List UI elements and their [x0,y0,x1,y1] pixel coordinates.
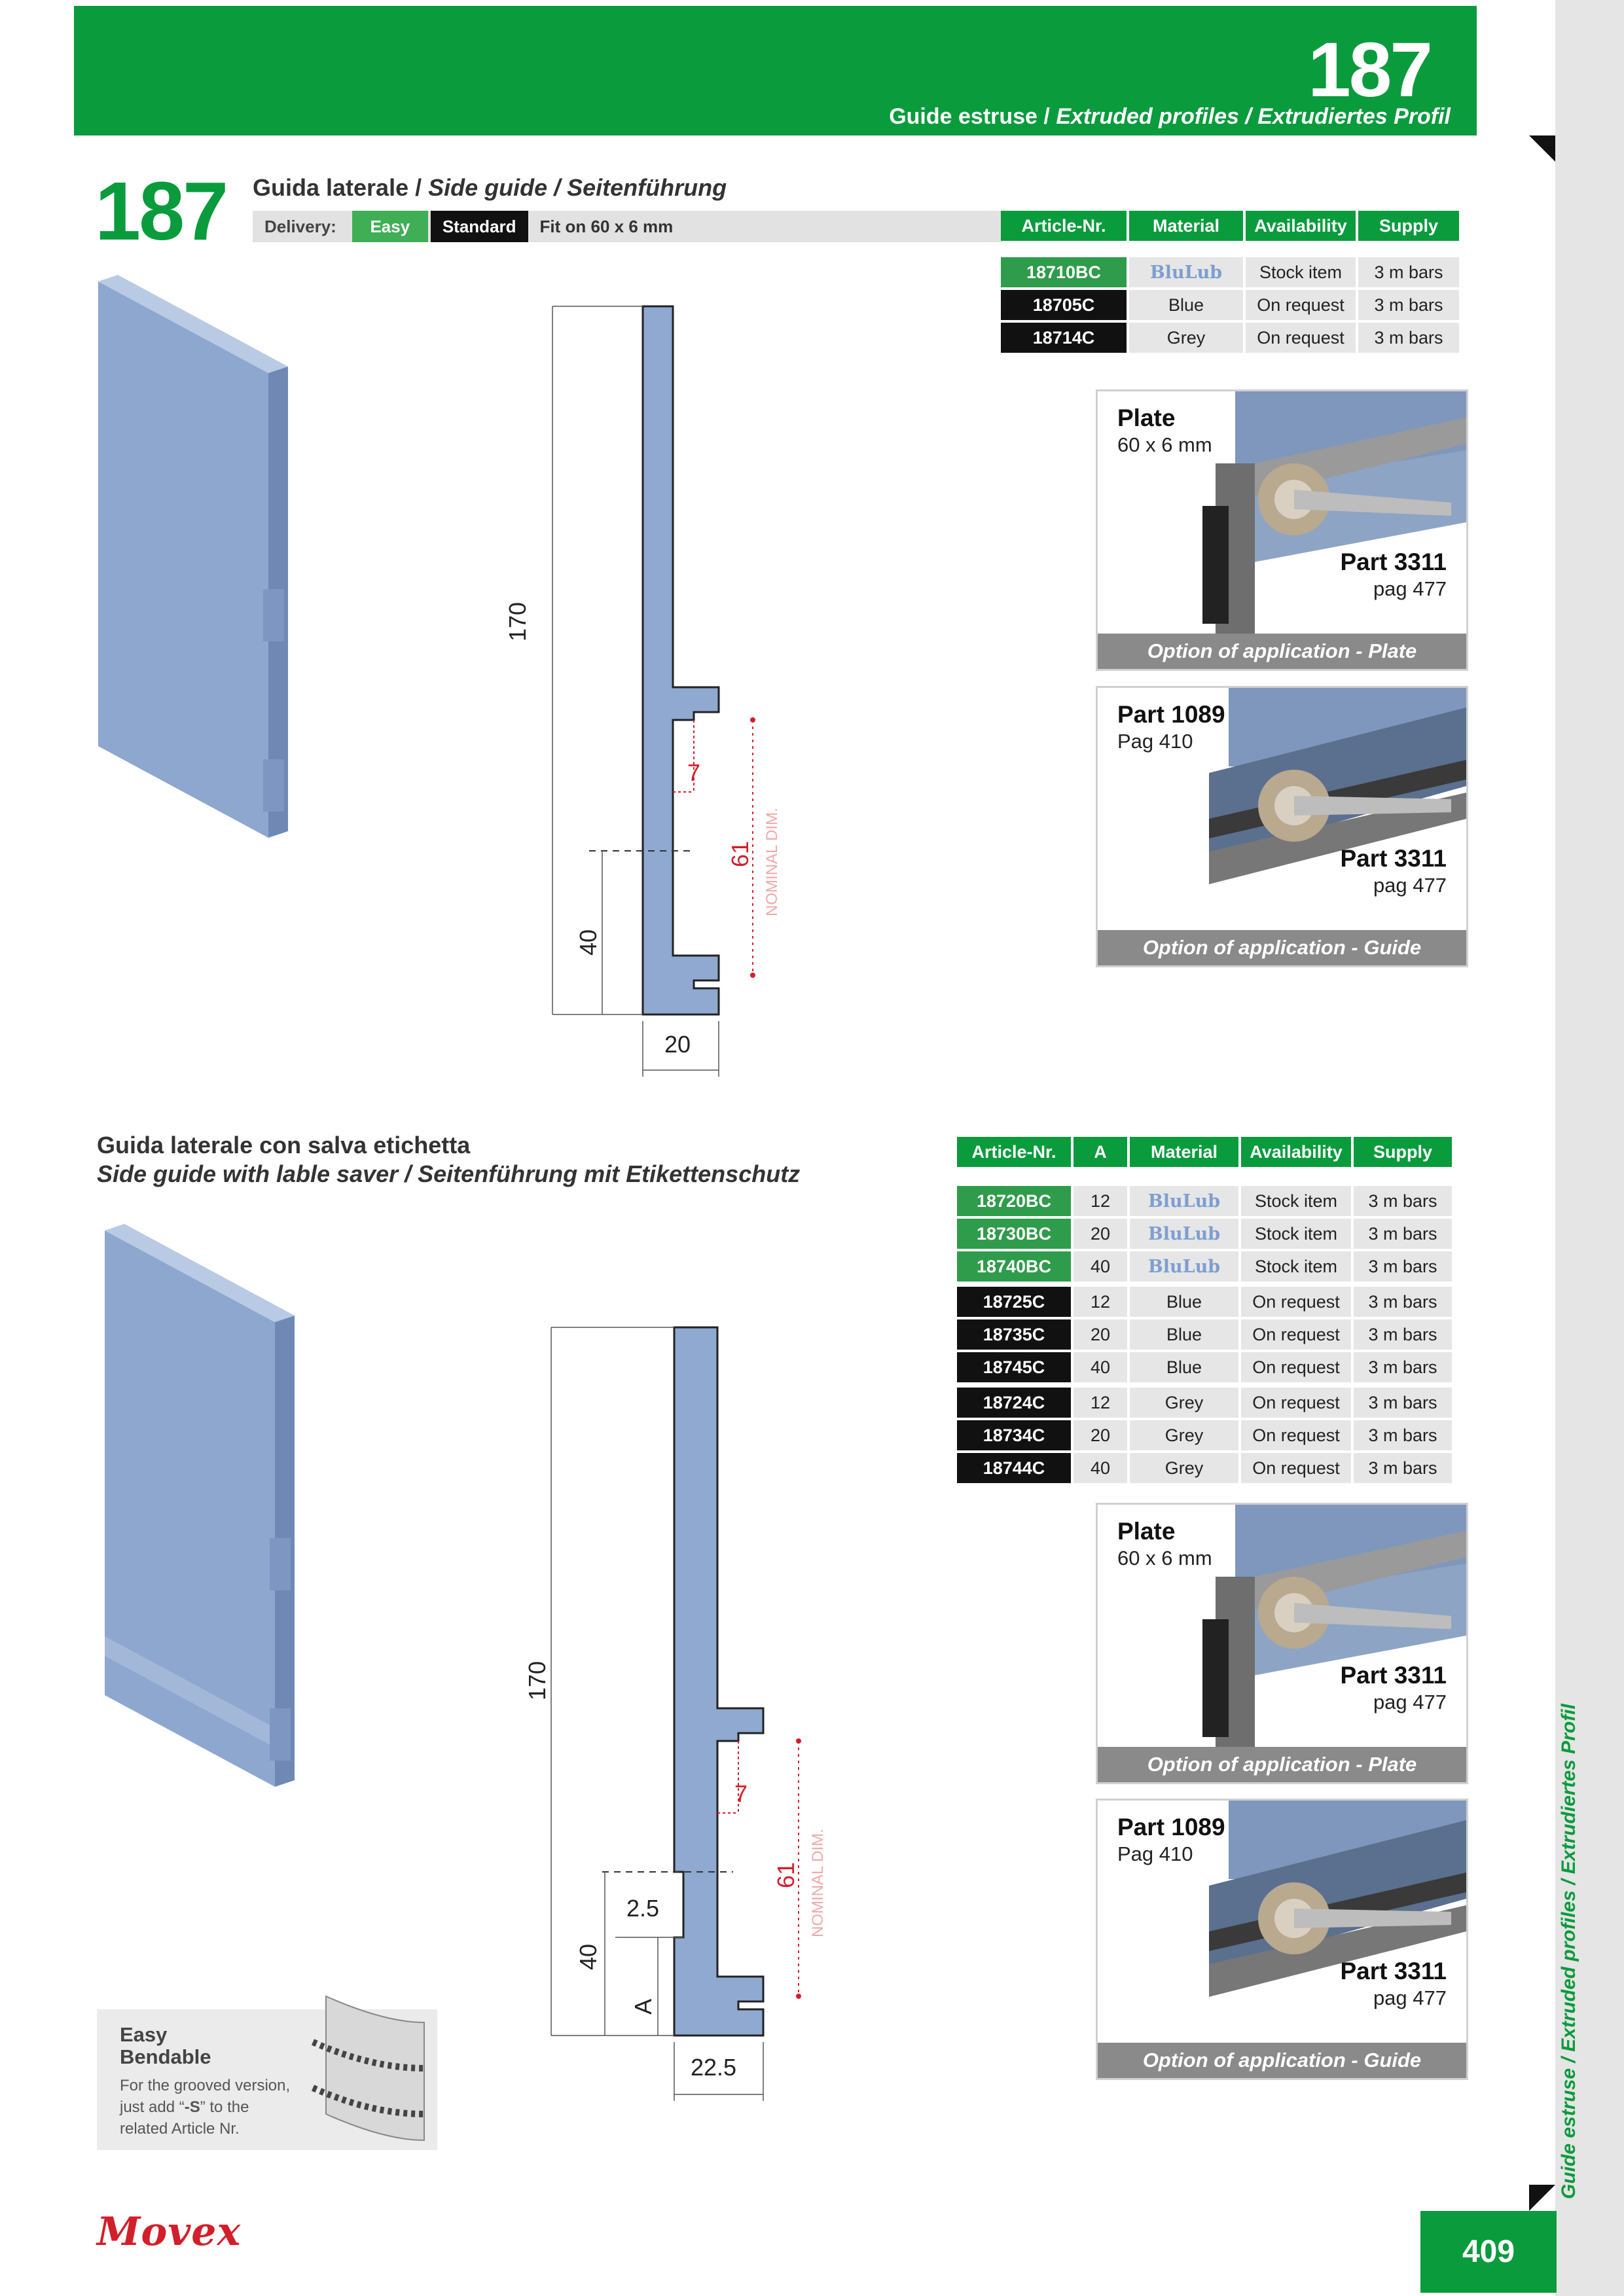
table-row [957,1420,1452,1450]
material-cell: Grey [1129,323,1243,353]
header-number: 187 [1308,27,1431,113]
section2-header-table [954,1134,1454,1170]
header-subtitle-it: Guide estruse / [889,104,1056,129]
supply-cell: 3 m bars [1358,323,1459,353]
section2-table-blue [954,1284,1454,1385]
article-nr: 18745C [957,1352,1071,1382]
easy-text-mid: ” to the [200,2098,249,2116]
availability-cell: On request [1241,1420,1351,1450]
table-row [957,1251,1452,1282]
delivery-bar [253,211,1002,242]
a-cell: 20 [1074,1219,1127,1249]
availability-cell: Stock item [1241,1219,1351,1249]
card-page: pag 477 [1373,1986,1447,2009]
availability-cell: On request [1246,290,1356,320]
table-row [1001,323,1459,353]
plate-photo [1098,1505,1466,1747]
material-cell: BluLub [1130,1186,1238,1216]
supply-cell: 3 m bars [1354,1186,1452,1216]
card-title: Plate [1117,1518,1176,1545]
section-number: 187 [95,165,227,257]
col-material: Material [1129,211,1243,241]
section1-title [253,174,727,202]
dim-40: 40 [575,929,602,956]
card-page: pag 477 [1373,1691,1447,1713]
table-row [957,1287,1452,1317]
table-row [957,1186,1452,1216]
dim-7: 7 [734,1780,748,1807]
dim-7: 7 [687,759,701,786]
side-vertical-text: Guide estruse / Extruded profiles / Extrudiertes Profil [1558,1704,1579,2199]
col-supply: Supply [1354,1137,1452,1167]
availability-cell: On request [1241,1287,1351,1317]
dim-2-5: 2.5 [626,1895,660,1922]
delivery-easy-badge: Easy [352,211,428,242]
article-nr: 18744C [957,1453,1071,1483]
card-title: Part 1089 [1117,701,1225,728]
card-subtitle: Pag 410 [1117,1842,1193,1865]
footer-corner-triangle [1529,2185,1555,2211]
profile-3d-render-1 [92,275,288,851]
card-caption: Option of application - Guide [1098,2043,1466,2078]
guide-photo [1098,688,1466,930]
easy-text-line1: For the grooved version, [120,2077,291,2094]
easy-text-line3: related Article Nr. [120,2120,240,2138]
card-part: Part 3311 [1340,845,1447,872]
supply-cell: 3 m bars [1354,1287,1452,1317]
plate-application-card-1 [1096,389,1468,671]
material-cell: Grey [1130,1388,1238,1418]
col-material: Material [1130,1137,1238,1167]
header-subtitle-rest: Extruded profiles / Extrudiertes Profil [1056,104,1451,129]
card-subtitle: 60 x 6 mm [1117,433,1212,456]
table-row [957,1388,1452,1418]
bendable-profile-illustration [300,1983,437,2147]
material-cell: BluLub [1130,1219,1238,1249]
profile-3d-render-2 [98,1224,295,1800]
a-cell: 12 [1074,1388,1127,1418]
easy-box-text [120,2075,290,2140]
section1-title-it: Guida laterale / [253,174,429,201]
availability-cell: Stock item [1246,257,1356,287]
material-cell: Grey [1130,1420,1238,1450]
profile-drawing-2 [511,1309,877,2108]
article-nr: 18705C [1001,290,1127,320]
supply-cell: 3 m bars [1354,1420,1452,1450]
movex-logo: Movex [97,2209,242,2255]
card-title: Part 1089 [1117,1814,1225,1840]
supply-cell: 3 m bars [1354,1219,1452,1249]
card-part: Part 3311 [1340,1958,1447,1984]
easy-text-suffix-code: -S [184,2098,200,2116]
a-cell: 40 [1074,1453,1127,1483]
supply-cell: 3 m bars [1358,290,1459,320]
card-subtitle: Pag 410 [1117,730,1193,753]
article-nr: 18730BC [957,1219,1071,1249]
easy-text-line2 [120,2096,290,2118]
availability-cell: On request [1241,1388,1351,1418]
guide-photo [1098,1801,1466,2043]
supply-cell: 3 m bars [1354,1251,1452,1282]
card-title: Plate [1117,404,1176,431]
plate-application-card-2 [1096,1503,1468,1784]
supply-cell: 3 m bars [1358,257,1459,287]
material-cell: Blue [1130,1352,1238,1382]
table-row [1001,257,1459,287]
section2-title-en: Side guide with lable saver / Seitenführung mit Etikettenschutz [97,1160,801,1187]
a-cell: 20 [1074,1420,1127,1450]
card-part: Part 3311 [1340,1662,1447,1689]
a-cell: 40 [1074,1251,1127,1282]
dim-width-20: 20 [664,1031,691,1058]
supply-cell: 3 m bars [1354,1453,1452,1483]
a-cell: 12 [1074,1287,1127,1317]
nominal-dim-label: NOMINAL DIM. [809,1829,827,1937]
delivery-label: Delivery: [264,216,336,236]
table-row [957,1319,1452,1350]
material-cell: Blue [1130,1287,1238,1317]
nominal-dim-label: NOMINAL DIM. [763,808,781,916]
article-nr: 18735C [957,1319,1071,1350]
table-row [957,1219,1452,1249]
section2-title-it: Guida laterale con salva etichetta [97,1132,471,1158]
dim-height-170: 170 [504,601,531,641]
plate-photo [1098,391,1466,634]
a-cell: 20 [1074,1319,1127,1350]
col-article: Article-Nr. [1001,211,1127,241]
card-page: pag 477 [1373,577,1447,600]
card-subtitle: 60 x 6 mm [1117,1547,1212,1570]
fit-text: Fit on 60 x 6 mm [539,216,674,236]
a-cell: 40 [1074,1352,1127,1382]
material-cell: BluLub [1129,257,1243,287]
section2-title [97,1131,800,1189]
supply-cell: 3 m bars [1354,1352,1452,1382]
easy-bendable-box [97,2009,437,2150]
delivery-standard-badge: Standard [431,211,528,242]
col-article: Article-Nr. [957,1137,1071,1167]
guide-application-card-1 [1096,686,1468,967]
card-part: Part 3311 [1340,548,1447,575]
material-cell: Grey [1130,1453,1238,1483]
material-cell: Blue [1130,1319,1238,1350]
supply-cell: 3 m bars [1354,1388,1452,1418]
dim-height-170: 170 [524,1660,550,1700]
dim-40: 40 [575,1943,602,1970]
card-page: pag 477 [1373,874,1447,897]
easy-text-prefix: just add “ [120,2098,185,2116]
availability-cell: On request [1241,1352,1351,1382]
page-header [74,6,1477,135]
page-number: 409 [1420,2211,1557,2293]
article-nr: 18724C [957,1388,1071,1418]
section1-header-table [998,208,1462,243]
dim-61: 61 [772,1861,799,1888]
easy-title: Easy [120,2023,168,2046]
card-caption: Option of application - Plate [1098,1747,1466,1782]
availability-cell: On request [1246,323,1356,353]
article-nr: 18714C [1001,323,1127,353]
article-nr: 18710BC [1001,257,1127,287]
article-nr: 18720BC [957,1186,1071,1216]
table-row [1001,290,1459,320]
article-nr: 18740BC [957,1251,1071,1282]
col-availability: Availability [1241,1137,1351,1167]
col-a: A [1074,1137,1127,1167]
table-row [957,1352,1452,1382]
col-availability: Availability [1246,211,1356,241]
availability-cell: On request [1241,1453,1351,1483]
availability-cell: On request [1241,1319,1351,1350]
profile-drawing-1 [497,288,864,1086]
col-supply: Supply [1358,211,1459,241]
guide-application-card-2 [1096,1799,1468,2080]
table-row [957,1453,1452,1483]
dim-width-22-5: 22.5 [691,2054,737,2081]
header-subtitle [889,104,1451,130]
card-caption: Option of application - Guide [1098,930,1466,965]
dim-a: A [630,1998,657,2015]
supply-cell: 3 m bars [1354,1319,1452,1350]
material-cell: BluLub [1130,1251,1238,1282]
article-nr: 18725C [957,1287,1071,1317]
section1-title-en: Side guide / Seitenführung [428,174,727,201]
bendable-title: Bendable [120,2045,211,2068]
dim-61: 61 [727,840,753,867]
availability-cell: Stock item [1241,1186,1351,1216]
card-caption: Option of application - Plate [1098,634,1466,669]
article-nr: 18734C [957,1420,1071,1450]
section1-article-table [998,255,1462,355]
a-cell: 12 [1074,1186,1127,1216]
section2-table-grey [954,1385,1454,1486]
section2-table-bluLub [954,1183,1454,1284]
availability-cell: Stock item [1241,1251,1351,1282]
header-corner-triangle [1529,135,1555,162]
material-cell: Blue [1129,290,1243,320]
